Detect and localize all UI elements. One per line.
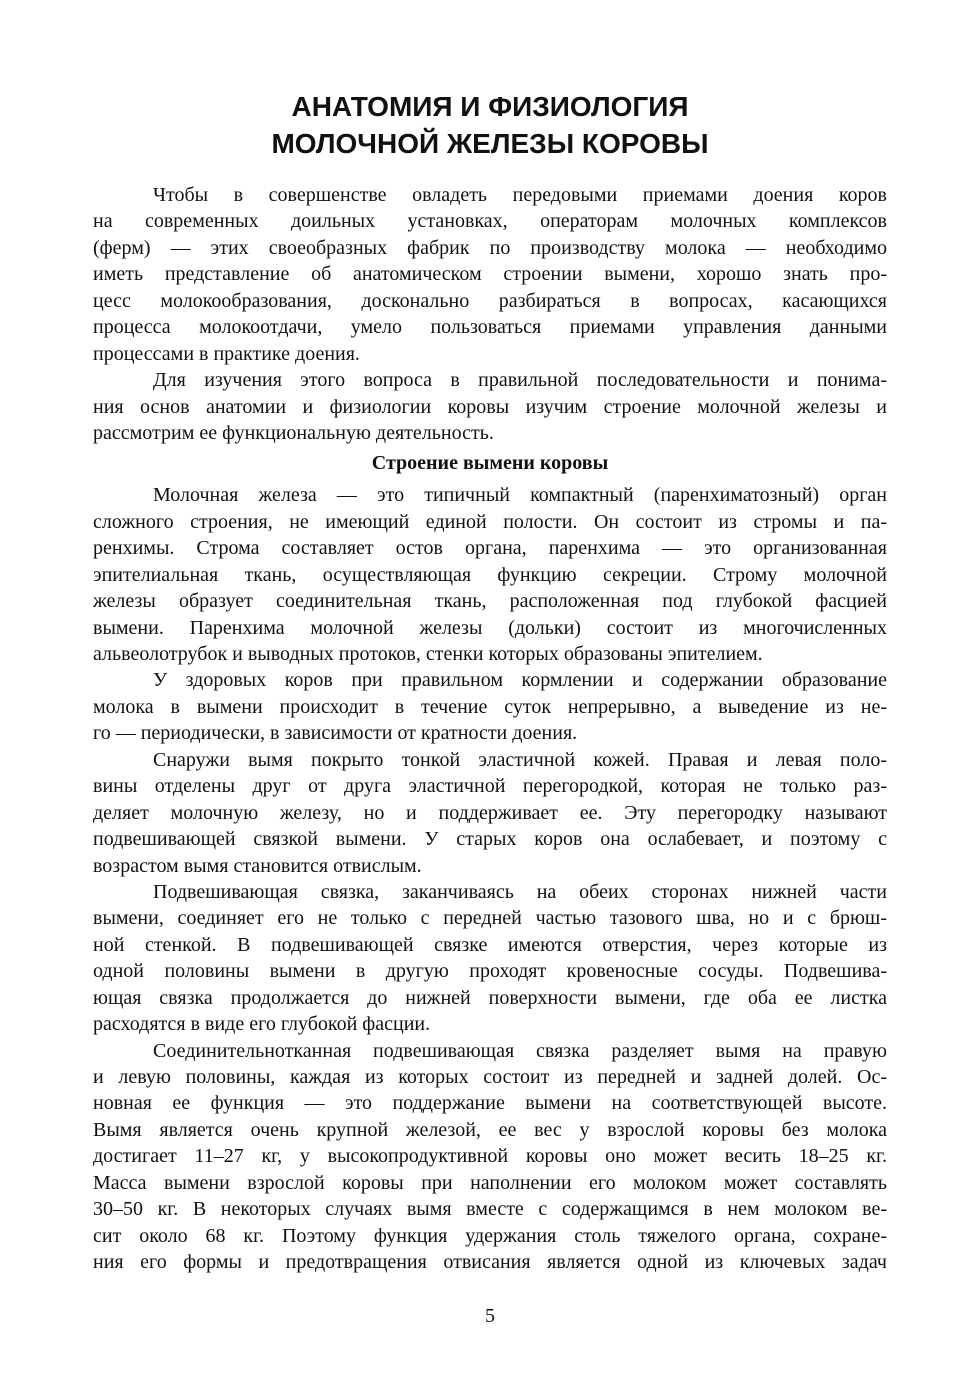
section-heading: Строение вымени коровы [371,452,609,475]
text-line: ния его формы и предотвращения отвисания является одной из ключевых задач [93,1251,887,1274]
title-line: АНАТОМИЯ И ФИЗИОЛОГИЯ [291,91,689,122]
text-line: Вымя является очень крупной железой, ее вес у взрослой коровы без молока [93,1118,887,1141]
text-line: железы образует соединительная ткань, расположенная под глубокой фасцией [93,590,887,613]
text-line: возрастом вымя становится отвислым. [93,854,422,877]
paragraph [93,482,887,667]
text-line: ющая связка продолжается до нижней поверхности вымени, где оба ее листка [93,986,887,1009]
text-line: го — периодически, в зависимости от кратности доения. [93,722,578,745]
text-line: на современных доильных установках, операторам молочных комплексов [93,210,887,233]
page-number: 5 [485,1305,495,1327]
text-line: процесса молокоотдачи, умело пользоваться приемами управления данными [93,316,887,339]
text-line: Снаружи вымя покрыто тонкой эластичной кожей. Правая и левая поло- [153,748,887,771]
text-line: ренхимы. Строма составляет остов органа, паренхима — это организованная [93,537,887,560]
text-line: (ферм) — этих своеобразных фабрик по производству молока — необходимо [93,236,887,259]
text-line: Чтобы в совершенстве овладеть передовыми приемами доения коров [153,184,887,206]
text-line: молока в вымени происходит в течение суток непрерывно, а выведение из не- [93,695,887,718]
paragraph [93,182,887,367]
text-line: и левую половины, каждая из которых состоит из передней и задней долей. Ос- [93,1066,887,1088]
text-line: ной стенкой. В подвешивающей связке имеются отверстия, через которые из [93,933,887,956]
text-line: вымени. Паренхима молочной железы (дольки) состоит из многочисленных [93,616,887,639]
text-line: вины отделены друг от друга эластичной перегородкой, которая не только раз- [93,775,887,798]
text-line: одной половины вымени в другую проходят кровеносные сосуды. Подвешива- [93,960,887,983]
text-line: достигает 11–27 кг, у высокопродуктивной коровы оно может весить 18–25 кг. [93,1145,887,1168]
paragraph [93,1038,887,1276]
text-line: Для изучения этого вопроса в правильной последовательности и понима- [153,369,887,392]
text-line: сложного строения, не имеющий единой полости. Он состоит из стромы и па- [93,510,887,533]
text-line: рассмотрим ее функциональную деятельность. [93,421,494,444]
text-line: Молочная железа — это типичный компактный (паренхиматозный) орган [153,484,887,507]
text-line: Подвешивающая связка, заканчиваясь на обеих сторонах нижней части [153,880,887,903]
page-body [93,182,887,1276]
text-line: У здоровых коров при правильном кормлении и содержании образование [153,669,887,692]
text-line: сит около 68 кг. Поэтому функция удержания столь тяжелого органа, сохране- [93,1224,887,1247]
page-title [0,88,980,162]
text-line: цесс молокообразования, досконально разбираться в вопросах, касающихся [93,289,887,312]
paragraph [93,367,887,446]
paragraph [93,879,887,1038]
text-line: 30–50 кг. В некоторых случаях вымя вместе с содержащимся в нем молоком ве- [93,1198,887,1221]
paragraph [93,667,887,746]
text-line: эпителиальная ткань, осуществляющая функцию секреции. Строму молочной [93,563,887,586]
text-line: альвеолотрубок и выводных протоков, стенки которых образованы эпителием. [93,643,763,665]
text-line: процессами в практике доения. [93,342,360,365]
text-line: иметь представление об анатомическом строении вымени, хорошо знать про- [93,263,887,286]
paragraph [93,747,887,879]
text-line: Масса вымени взрослой коровы при наполнении его молоком может составлять [93,1171,887,1194]
text-line: ния основ анатомии и физиологии коровы изучим строение молочной железы и [93,395,887,418]
title-line: МОЛОЧНОЙ ЖЕЛЕЗЫ КОРОВЫ [271,128,709,159]
text-line: вымени, соединяет его не только с передней частью тазового шва, но и с брюш- [93,907,887,930]
text-line: Соединительнотканная подвешивающая связка разделяет вымя на правую [153,1039,887,1062]
intro-section [93,182,887,446]
text-line: деляет молочную железу, но и поддерживает ее. Эту перегородку называют [93,801,887,824]
udder-structure-section [93,482,887,1275]
text-line: подвешивающей связкой вымени. У старых коров она ослабевает, и поэтому с [93,828,887,851]
text-line: расходятся в виде его глубокой фасции. [93,1013,431,1036]
text-line: новная ее функция — это поддержание вымени на соответствующей высоте. [93,1092,887,1115]
